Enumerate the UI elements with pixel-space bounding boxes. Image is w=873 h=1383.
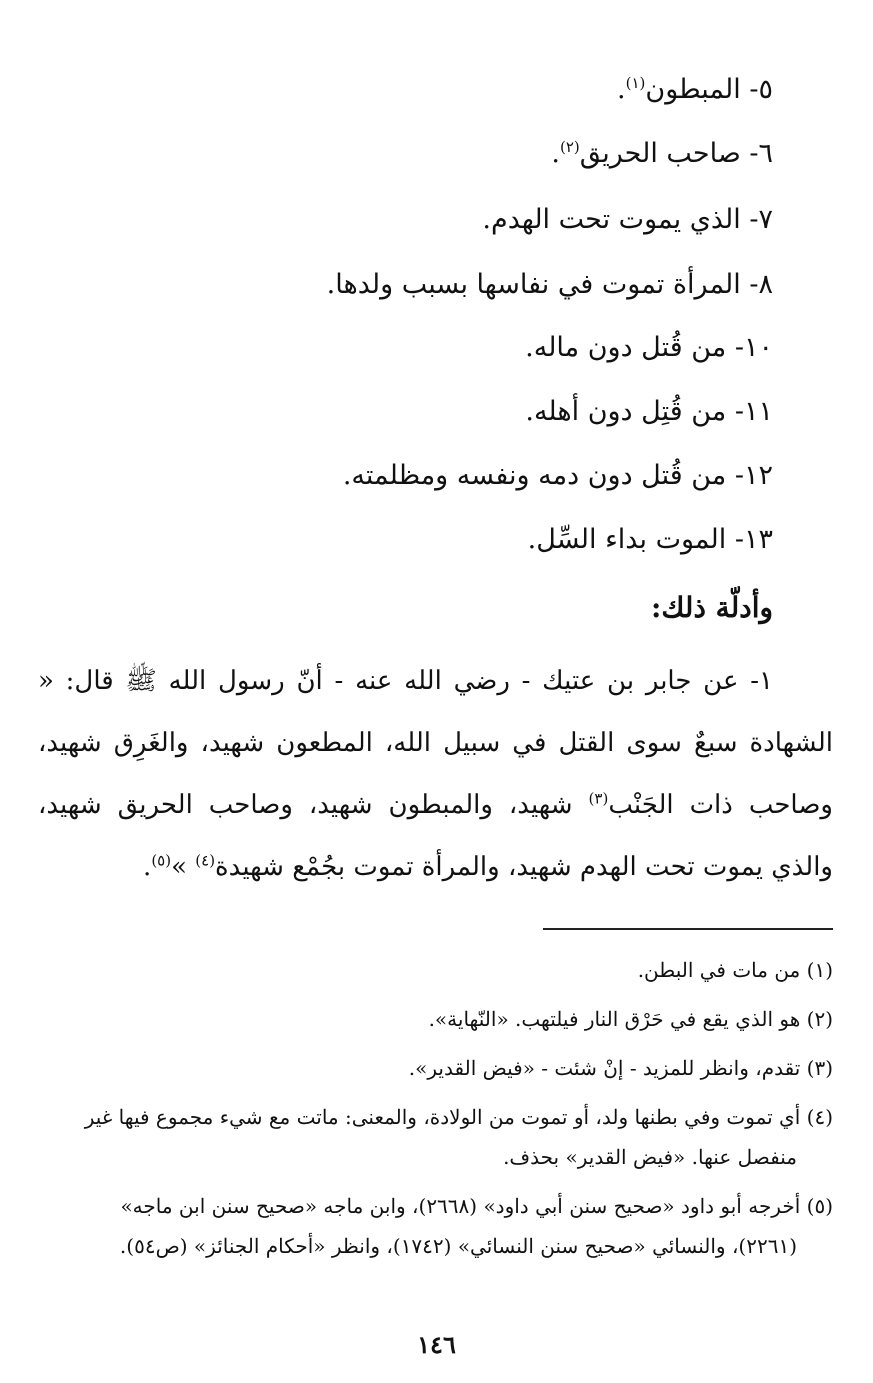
footnote: (٥) أخرجه أبو داود «صحيح سنن أبي داود» (٢٦٦٨)، وابن ماجه «صحيح سنن ابن ماجه» (٢٢٦١)، والنسائي «صحيح سنن النسائي» (١٧٤٢)، وانظر «أحكام الجنائز» (ص٥٤). xyxy=(119,1194,833,1258)
list-item: ٧- الذي يموت تحت الهدم. xyxy=(482,204,773,235)
footnote-ref: (٢) xyxy=(559,138,580,156)
footnote-number: (١) xyxy=(806,958,833,982)
footnote-number: (٥) xyxy=(806,1194,833,1218)
page-number: ١٤٦ xyxy=(417,1330,456,1359)
list-item: ٨- المرأة تموت في نفاسها بسبب ولدها. xyxy=(326,269,773,300)
footnotes xyxy=(38,950,833,1275)
footnote-ref: (١) xyxy=(625,74,646,92)
footnote-ref: (٤) xyxy=(195,851,216,870)
footnote-ref: (٥) xyxy=(151,851,172,870)
section-heading: وأدلّة ذلك: xyxy=(651,591,773,624)
list-item: ٥- المبطون$^{(١)}$. xyxy=(616,74,773,105)
list-item: ١٣- الموت بداء السِّل. xyxy=(527,524,773,555)
footnote-separator xyxy=(543,928,833,930)
footnote-number: (٣) xyxy=(806,1056,833,1080)
list-item: ١٠- من قُتل دون ماله. xyxy=(525,332,773,363)
footnote: (٤) أي تموت وفي بطنها ولد، أو تموت من الولادة، والمعنى: ماتت مع شيء مجموع فيها غير منفصل عنها. «فيض القدير» بحذف. xyxy=(84,1105,833,1169)
list-item: ١١- من قُتِل دون أهله. xyxy=(525,396,773,427)
hadith-paragraph: ١- عن جابر بن عتيك - رضي الله عنه - أنّ رسول الله ﷺ قال: « الشهادة سبعٌ سوى القتل في سبيل الله، المطعون شهيد، والغَرِق شهيد، وصاحب ذات الجَنْب$^{(٣)}$ شهيد، والمبطون شهيد، وصاحب الحريق شهيد، والذي يموت تحت الهدم شهيد، والمرأة تموت بجُمْع شهيدة$^{(٤)}$ »$^{(٥)}$. xyxy=(38,666,833,882)
list-item: ٦- صاحب الحريق$^{(٢)}$. xyxy=(551,138,773,169)
footnote-ref: (٣) xyxy=(588,789,609,808)
footnote-number: (٢) xyxy=(806,1007,833,1031)
footnote: (٢) هو الذي يقع في حَرْق النار فيلتهب. «النّهاية». xyxy=(428,1007,833,1031)
footnote: (٣) تقدم، وانظر للمزيد - إنْ شئت - «فيض القدير». xyxy=(408,1056,833,1080)
list-item: ١٢- من قُتل دون دمه ونفسه ومظلمته. xyxy=(342,460,773,491)
footnote: (١) من مات في البطن. xyxy=(637,958,833,982)
footnote-number: (٤) xyxy=(806,1105,833,1129)
